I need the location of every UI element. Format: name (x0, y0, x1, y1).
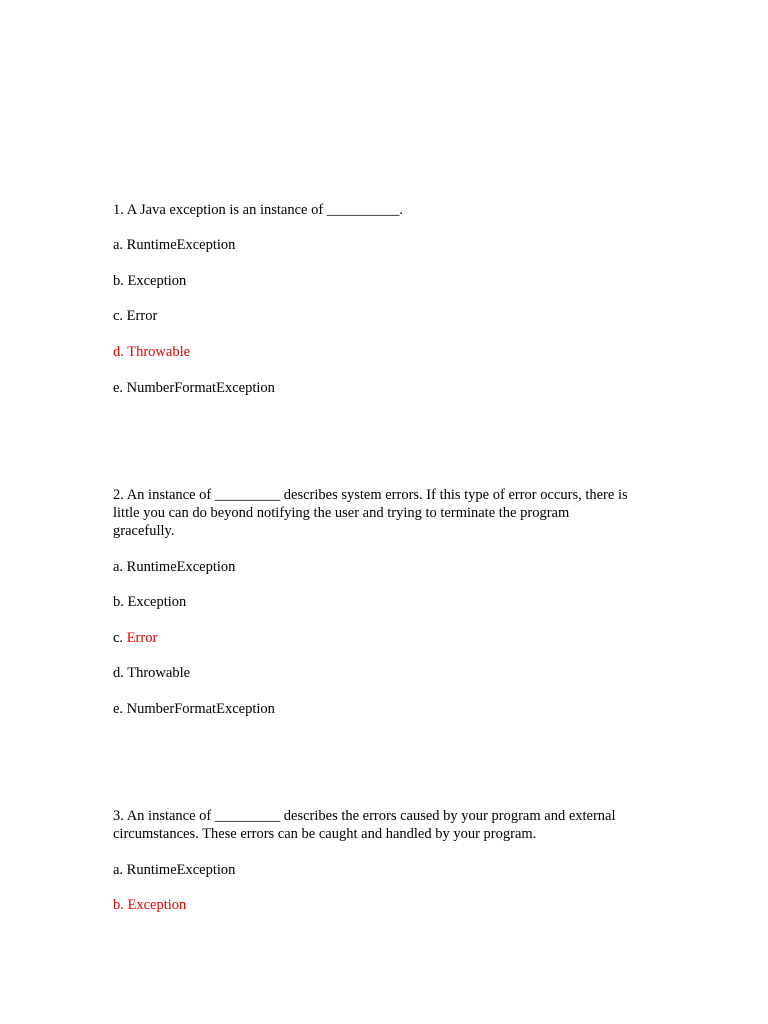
question-2-stem-line-2: little you can do beyond notifying the user and trying to terminate the program (113, 505, 570, 521)
question-2-stem-line-1: 2. An instance of _________ describes system errors. If this type of error occurs, there is (113, 487, 628, 503)
answer-text: Error (126, 630, 158, 646)
question-3-stem-line-1: 3. An instance of _________ describes the errors caused by your program and external (113, 808, 616, 824)
question-1-option-b: b. Exception (113, 273, 187, 289)
question-2-option-d: d. Throwable (113, 665, 191, 681)
question-1-option-e: e. NumberFormatException (113, 380, 275, 396)
question-1-option-a: a. RuntimeException (113, 237, 236, 253)
question-3-stem-line-2: circumstances. These errors can be caught and handled by your program. (113, 826, 537, 842)
question-1-option-c: c. Error (113, 308, 158, 324)
question-2-option-e: e. NumberFormatException (113, 701, 275, 717)
question-1-stem: 1. A Java exception is an instance of __________. (113, 202, 403, 218)
question-2-stem-line-3: gracefully. (113, 523, 175, 539)
option-prefix: c. (113, 630, 127, 646)
question-1-option-d-answer: d. Throwable (113, 344, 191, 360)
question-3-option-a: a. RuntimeException (113, 862, 236, 878)
question-2-option-c-answer (113, 629, 653, 647)
question-2-option-a: a. RuntimeException (113, 559, 236, 575)
question-2-option-b: b. Exception (113, 594, 187, 610)
question-3-option-b-answer: b. Exception (113, 897, 187, 913)
